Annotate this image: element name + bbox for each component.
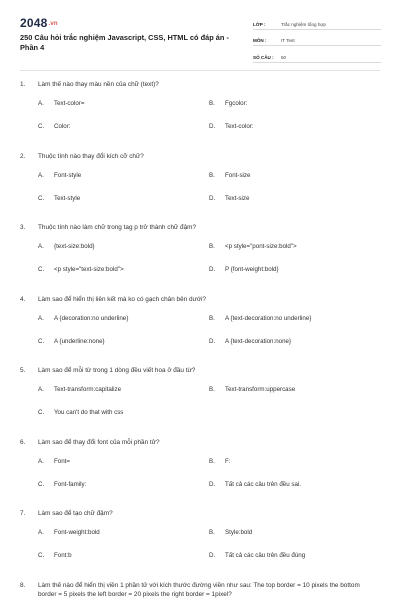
option-a[interactable]: A. {text-size:bold} <box>38 243 95 250</box>
option-d[interactable]: D. Tất cả các câu trên đều sai. <box>209 480 302 488</box>
meta-row-subject: MÔN : IT Test <box>253 33 381 47</box>
options <box>20 314 380 360</box>
option-b[interactable]: B. A {text-decoration:no underline} <box>209 314 312 322</box>
option-a[interactable]: A. Font= <box>38 457 70 465</box>
question-text: 6. Làm sao để thay đổi font của mỗi phần tử? <box>20 438 160 446</box>
meta-row-class: LỚP : Trắc nghiệm tổng hợp <box>253 16 381 30</box>
question-1 <box>20 80 380 152</box>
question-text: 4. Làm sao để hiển thị liên kết mà ko có gạch chân bên dưới? <box>20 295 206 303</box>
question-text: 7. Làm sao để tạo chữ đậm? <box>20 510 113 517</box>
site-logo[interactable]: 2048.vn <box>20 16 58 30</box>
question-6 <box>20 438 380 510</box>
option-a[interactable]: A. Text-color= <box>38 100 85 107</box>
logo-domain-suffix: .vn <box>48 21 58 27</box>
question-5 <box>20 366 380 438</box>
option-c[interactable]: C. Color: <box>38 123 71 130</box>
option-b[interactable]: B. Style:bold <box>209 529 253 536</box>
option-b[interactable]: B. Text-transform:uppercase <box>209 386 296 393</box>
options <box>20 385 380 431</box>
option-d[interactable]: D. Text-color: <box>209 123 254 130</box>
option-d[interactable]: D. Text-size <box>209 194 250 202</box>
question-text: 2. Thuộc tính nào thay đổi kích cỡ chữ? <box>20 152 144 160</box>
options <box>20 528 380 574</box>
question-3 <box>20 223 380 295</box>
question-text: 8. Làm thế nào để hiển thị viền 1 phần tử với kích thước đường viền như sau: The top border = 10 pixels the bottom border = 5 pixels the left border = 20 pixels the right border = 1pixel? <box>20 581 360 598</box>
option-b[interactable]: B. Fgcolor: <box>209 100 248 107</box>
option-a[interactable]: A. Font-style <box>38 171 82 179</box>
option-c[interactable]: C. Text-style <box>38 194 81 202</box>
question-8 <box>20 581 380 600</box>
option-a[interactable]: A. Font-weight:bold <box>38 529 100 536</box>
option-b[interactable]: B. F: <box>209 457 231 465</box>
option-c[interactable]: C. You can't do that with css <box>38 409 124 416</box>
meta-box <box>253 16 381 66</box>
option-c[interactable]: C. <p style="text-size:bold"> <box>38 266 124 273</box>
document-header <box>0 0 400 68</box>
option-a[interactable]: A. A {decoration:no underline} <box>38 314 129 322</box>
question-text: 1. Làm thế nào thay màu nền của chữ (text)? <box>20 81 159 88</box>
question-list <box>20 80 380 600</box>
option-b[interactable]: B. <p style="pont-size:bold"> <box>209 243 297 250</box>
option-b[interactable]: B. Font-size <box>209 171 251 179</box>
question-2 <box>20 152 380 224</box>
options <box>20 171 380 217</box>
option-c[interactable]: C. A {underline:none} <box>38 337 105 345</box>
option-c[interactable]: C. Font:b <box>38 552 72 559</box>
meta-row-count: SỐ CÂU : 50 <box>253 49 381 63</box>
document-title: 250 Câu hỏi trắc nghiệm Javascript, CSS, HTML có đáp án - Phần 4 <box>20 33 229 52</box>
question-text: 5. Làm sao để mỗi từ trong 1 dòng đều viết hoa ở đầu từ? <box>20 367 196 374</box>
option-a[interactable]: A. Text-transform:capitalize <box>38 386 122 393</box>
option-d[interactable]: D. A {text-decoration:none} <box>209 337 292 345</box>
options <box>20 242 380 288</box>
question-4 <box>20 295 380 367</box>
option-c[interactable]: C. Font-family: <box>38 480 87 488</box>
options <box>20 457 380 503</box>
option-d[interactable]: D. Tất cả các câu trên đều đúng <box>209 552 306 559</box>
header-divider <box>20 70 380 71</box>
question-7 <box>20 509 380 581</box>
option-d[interactable]: D. P {font-weight:bold} <box>209 266 279 273</box>
question-text: 3. Thuộc tính nào làm chữ trong tag p trở thành chữ đậm? <box>20 224 197 231</box>
options <box>20 99 380 145</box>
